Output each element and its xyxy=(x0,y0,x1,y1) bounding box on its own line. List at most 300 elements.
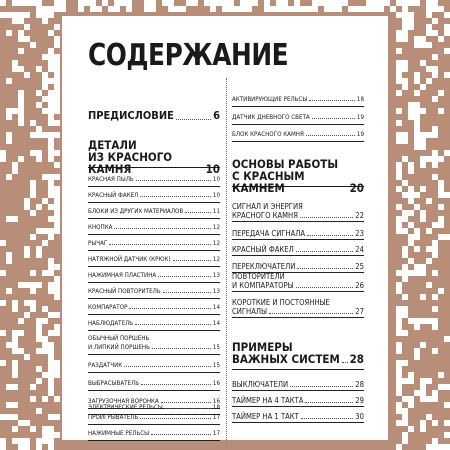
border-pixel xyxy=(396,444,402,450)
border-pixel xyxy=(42,426,48,432)
toc-entry[interactable] xyxy=(88,362,220,369)
toc-entry[interactable] xyxy=(88,304,220,311)
section-heading-line2: ВАЖНЫХ СИСТЕМ xyxy=(232,352,340,366)
border-pixel xyxy=(414,42,420,48)
border-pixel xyxy=(402,36,408,42)
toc-entry-page: 22 xyxy=(355,211,364,220)
entry-separator xyxy=(232,141,364,142)
border-pixel xyxy=(396,222,402,228)
border-pixel xyxy=(444,192,450,198)
border-pixel xyxy=(420,132,426,138)
border-pixel xyxy=(24,204,30,210)
border-pixel xyxy=(396,342,402,348)
toc-entry[interactable] xyxy=(232,396,364,405)
entry-separator xyxy=(88,330,220,331)
border-pixel xyxy=(396,60,402,66)
border-pixel xyxy=(414,108,420,114)
border-pixel xyxy=(396,174,402,180)
toc-entry-page: 11 xyxy=(212,208,220,215)
section-heading-page: 20 xyxy=(349,181,364,195)
border-pixel xyxy=(48,234,54,240)
border-pixel xyxy=(54,150,60,156)
border-pixel xyxy=(396,12,402,18)
border-pixel xyxy=(402,246,408,252)
border-pixel xyxy=(18,36,24,42)
toc-entry-page: 25 xyxy=(355,262,364,271)
toc-entry-label: КРАСНЫЙ ПОВТОРИТЕЛЬ xyxy=(88,288,161,295)
toc-entry-page: 13 xyxy=(212,272,220,279)
border-pixel xyxy=(54,330,60,336)
border-pixel xyxy=(54,204,60,210)
toc-entry-label-line1: КОРОТКИЕ И ПОСТОЯННЫЕ xyxy=(232,298,330,307)
border-pixel xyxy=(414,246,420,252)
border-pixel xyxy=(444,444,450,450)
border-pixel xyxy=(42,198,48,204)
border-pixel xyxy=(354,6,360,12)
entry-separator xyxy=(88,298,220,299)
toc-entry[interactable] xyxy=(88,208,220,215)
border-pixel xyxy=(54,72,60,78)
border-pixel xyxy=(438,192,444,198)
border-pixel xyxy=(30,210,36,216)
border-pixel xyxy=(432,54,438,60)
border-pixel xyxy=(426,0,432,6)
border-pixel xyxy=(432,162,438,168)
border-pixel xyxy=(54,36,60,42)
border-pixel xyxy=(54,360,60,366)
border-pixel xyxy=(18,348,24,354)
border-pixel xyxy=(420,390,426,396)
border-pixel xyxy=(336,0,342,6)
border-pixel xyxy=(414,36,420,42)
border-pixel xyxy=(0,156,6,162)
toc-entry-page: 15 xyxy=(212,362,220,369)
border-pixel xyxy=(402,420,408,426)
border-pixel xyxy=(126,6,132,12)
border-pixel xyxy=(48,348,54,354)
border-pixel xyxy=(6,342,12,348)
border-pixel xyxy=(402,330,408,336)
border-pixel xyxy=(168,6,174,12)
toc-entry[interactable] xyxy=(232,114,364,121)
border-pixel xyxy=(42,78,48,84)
border-pixel xyxy=(54,0,60,6)
border-pixel xyxy=(42,12,48,18)
border-pixel xyxy=(54,132,60,138)
toc-entry[interactable] xyxy=(232,412,364,421)
border-pixel xyxy=(402,18,408,24)
border-pixel xyxy=(6,402,12,408)
border-pixel xyxy=(24,312,30,318)
border-pixel xyxy=(408,198,414,204)
entry-separator xyxy=(232,390,364,391)
border-pixel xyxy=(42,54,48,60)
border-pixel xyxy=(414,138,420,144)
border-pixel xyxy=(426,414,432,420)
section-heading-examples[interactable] xyxy=(232,341,364,367)
border-pixel xyxy=(372,6,378,12)
border-pixel xyxy=(0,414,6,420)
border-pixel xyxy=(48,120,54,126)
toc-entry-label: БЛОК КРАСНОГО КАМНЯ xyxy=(232,131,304,138)
border-pixel xyxy=(264,0,270,6)
border-pixel xyxy=(102,0,108,6)
border-pixel xyxy=(432,324,438,330)
border-pixel xyxy=(36,408,42,414)
border-pixel xyxy=(54,78,60,84)
border-pixel xyxy=(426,396,432,402)
border-pixel xyxy=(438,222,444,228)
border-pixel xyxy=(396,324,402,330)
border-pixel xyxy=(24,24,30,30)
toc-entry-label: ТАЙМЕР НА 1 ТАКТ xyxy=(232,412,299,421)
border-pixel xyxy=(444,432,450,438)
border-pixel xyxy=(30,42,36,48)
toc-entry-label: ПЕРЕДАЧА СИГНАЛА xyxy=(232,229,306,238)
border-pixel xyxy=(48,60,54,66)
toc-entry[interactable] xyxy=(232,229,364,238)
border-pixel xyxy=(432,294,438,300)
border-pixel xyxy=(426,246,432,252)
border-pixel xyxy=(12,342,18,348)
border-pixel xyxy=(48,384,54,390)
toc-entry-label: КРАСНОГО КАМНЯ xyxy=(232,211,298,220)
toc-entry[interactable] xyxy=(88,404,220,411)
border-pixel xyxy=(420,318,426,324)
border-pixel xyxy=(426,66,432,72)
border-pixel xyxy=(444,234,450,240)
section-heading-line1: ОСНОВЫ РАБОТЫ xyxy=(232,157,339,171)
border-pixel xyxy=(36,66,42,72)
border-pixel xyxy=(48,66,54,72)
section-heading-basics[interactable] xyxy=(232,157,364,195)
border-pixel xyxy=(414,78,420,84)
border-pixel xyxy=(396,78,402,84)
toc-entry-label: НАТЯЖНОЙ ДАТЧИК (КРЮК) xyxy=(88,256,171,263)
border-pixel xyxy=(444,402,450,408)
border-pixel xyxy=(402,252,408,258)
border-pixel xyxy=(408,240,414,246)
toc-entry-page: 24 xyxy=(355,245,364,254)
border-pixel xyxy=(396,378,402,384)
toc-entry-label-line1: ПОВТОРИТЕЛИ xyxy=(232,272,285,281)
border-pixel xyxy=(12,162,18,168)
toc-entry[interactable] xyxy=(232,281,364,290)
border-pixel xyxy=(282,0,288,6)
border-pixel xyxy=(12,306,18,312)
entry-separator xyxy=(88,250,220,251)
toc-entry-preface[interactable] xyxy=(88,109,220,122)
toc-entry-label: КРАСНЫЙ ФАКЕЛ xyxy=(232,245,294,254)
leader-dots xyxy=(165,408,211,409)
border-pixel xyxy=(54,432,60,438)
border-pixel xyxy=(396,330,402,336)
border-pixel xyxy=(438,216,444,222)
border-pixel xyxy=(48,426,54,432)
border-pixel xyxy=(54,102,60,108)
border-pixel xyxy=(48,132,54,138)
border-pixel xyxy=(444,24,450,30)
border-pixel xyxy=(264,6,270,12)
border-pixel xyxy=(324,0,330,6)
border-pixel xyxy=(48,102,54,108)
toc-entry[interactable] xyxy=(232,380,364,389)
border-pixel xyxy=(438,186,444,192)
border-pixel xyxy=(402,66,408,72)
border-pixel xyxy=(60,0,66,6)
border-pixel xyxy=(192,0,198,6)
border-pixel xyxy=(408,258,414,264)
border-pixel xyxy=(18,114,24,120)
entry-separator xyxy=(232,406,364,407)
border-pixel xyxy=(348,6,354,12)
leader-dots xyxy=(290,386,353,387)
border-pixel xyxy=(42,174,48,180)
border-pixel xyxy=(12,18,18,24)
border-pixel xyxy=(402,138,408,144)
border-pixel xyxy=(396,162,402,168)
border-pixel xyxy=(432,96,438,102)
toc-entry[interactable] xyxy=(88,256,220,263)
border-pixel xyxy=(48,96,54,102)
border-pixel xyxy=(432,150,438,156)
border-pixel xyxy=(438,444,444,450)
border-pixel xyxy=(204,0,210,6)
border-pixel xyxy=(216,0,222,6)
border-pixel xyxy=(414,144,420,150)
border-pixel xyxy=(42,396,48,402)
toc-entry[interactable] xyxy=(88,414,220,421)
border-pixel xyxy=(402,294,408,300)
border-pixel xyxy=(144,6,150,12)
border-pixel xyxy=(408,222,414,228)
toc-entry[interactable] xyxy=(232,307,364,316)
entry-separator xyxy=(88,414,220,415)
border-pixel xyxy=(36,366,42,372)
section-heading-page: 28 xyxy=(349,352,364,366)
section-underline xyxy=(88,167,220,168)
border-pixel xyxy=(12,402,18,408)
toc-entry-page: 26 xyxy=(355,281,364,290)
border-pixel xyxy=(432,174,438,180)
border-pixel xyxy=(426,12,432,18)
border-pixel xyxy=(396,30,402,36)
border-pixel xyxy=(42,96,48,102)
border-pixel xyxy=(48,432,54,438)
border-pixel xyxy=(396,306,402,312)
border-pixel xyxy=(114,0,120,6)
border-pixel xyxy=(402,360,408,366)
border-pixel xyxy=(48,78,54,84)
border-pixel xyxy=(402,132,408,138)
leader-dots xyxy=(163,292,211,293)
entry-separator xyxy=(232,317,364,318)
entry-separator xyxy=(232,291,364,292)
section-heading-details[interactable] xyxy=(88,138,220,176)
border-pixel xyxy=(54,6,60,12)
border-pixel xyxy=(396,312,402,318)
border-pixel xyxy=(408,162,414,168)
border-pixel xyxy=(414,192,420,198)
border-pixel xyxy=(120,0,126,6)
entry-separator xyxy=(232,239,364,240)
border-pixel xyxy=(402,156,408,162)
entry-separator xyxy=(232,124,364,125)
border-pixel xyxy=(408,108,414,114)
border-pixel xyxy=(426,42,432,48)
border-pixel xyxy=(414,234,420,240)
leader-dots xyxy=(161,402,211,403)
border-pixel xyxy=(402,0,408,6)
toc-entry[interactable] xyxy=(88,430,220,437)
border-pixel xyxy=(6,174,12,180)
border-pixel xyxy=(234,6,240,12)
toc-entry[interactable] xyxy=(88,272,220,279)
border-pixel xyxy=(6,384,12,390)
border-pixel xyxy=(396,372,402,378)
border-pixel xyxy=(54,174,60,180)
border-pixel xyxy=(420,36,426,42)
border-pixel xyxy=(114,6,120,12)
toc-entry-label: НАЖИМНАЯ ПЛАСТИНА xyxy=(88,272,157,279)
border-pixel xyxy=(228,0,234,6)
toc-entry-page: 30 xyxy=(355,412,364,421)
border-pixel xyxy=(12,108,18,114)
border-pixel xyxy=(48,264,54,270)
border-pixel xyxy=(408,234,414,240)
toc-entry[interactable] xyxy=(232,262,364,271)
toc-entry[interactable] xyxy=(88,224,220,231)
border-pixel xyxy=(108,6,114,12)
border-pixel xyxy=(408,12,414,18)
leader-dots xyxy=(158,276,211,277)
border-pixel xyxy=(54,96,60,102)
border-pixel xyxy=(54,366,60,372)
border-pixel xyxy=(438,204,444,210)
toc-entry[interactable] xyxy=(88,344,220,351)
entry-separator xyxy=(88,218,220,219)
column-divider xyxy=(226,78,227,444)
border-pixel xyxy=(48,6,54,12)
border-pixel xyxy=(252,0,258,6)
border-pixel xyxy=(48,144,54,150)
border-pixel xyxy=(444,336,450,342)
border-pixel xyxy=(240,6,246,12)
border-pixel xyxy=(18,120,24,126)
border-pixel xyxy=(48,312,54,318)
border-pixel xyxy=(54,90,60,96)
border-pixel xyxy=(432,306,438,312)
border-pixel xyxy=(42,270,48,276)
border-pixel xyxy=(48,108,54,114)
border-pixel xyxy=(48,282,54,288)
border-pixel xyxy=(36,150,42,156)
border-pixel xyxy=(36,0,42,6)
border-pixel xyxy=(408,114,414,120)
border-pixel xyxy=(402,378,408,384)
border-pixel xyxy=(408,24,414,30)
border-pixel xyxy=(402,432,408,438)
toc-entry[interactable] xyxy=(232,211,364,220)
leader-dots xyxy=(309,100,355,101)
leader-dots xyxy=(152,348,211,349)
border-pixel xyxy=(48,366,54,372)
leader-dots xyxy=(296,287,354,288)
border-pixel xyxy=(402,210,408,216)
border-pixel xyxy=(402,30,408,36)
border-pixel xyxy=(6,138,12,144)
border-pixel xyxy=(36,156,42,162)
border-pixel xyxy=(282,6,288,12)
toc-entry[interactable] xyxy=(232,96,364,103)
border-pixel xyxy=(420,186,426,192)
border-pixel xyxy=(0,360,6,366)
border-pixel xyxy=(408,318,414,324)
border-pixel xyxy=(432,18,438,24)
toc-entry[interactable] xyxy=(88,176,220,183)
leader-dots xyxy=(109,244,211,245)
border-pixel xyxy=(0,300,6,306)
leader-dots xyxy=(114,228,210,229)
border-pixel xyxy=(90,6,96,12)
border-pixel xyxy=(402,180,408,186)
toc-entry-page: 14 xyxy=(212,304,220,311)
border-pixel xyxy=(54,60,60,66)
toc-entry[interactable] xyxy=(88,380,220,387)
toc-entry-label: ВЫКЛЮЧАТЕЛИ xyxy=(232,380,289,389)
border-pixel xyxy=(144,0,150,6)
border-pixel xyxy=(36,330,42,336)
border-pixel xyxy=(330,6,336,12)
border-pixel xyxy=(6,30,12,36)
border-pixel xyxy=(168,0,174,6)
border-pixel xyxy=(396,204,402,210)
border-pixel xyxy=(396,72,402,78)
border-pixel xyxy=(444,48,450,54)
toc-entry[interactable] xyxy=(88,320,220,327)
leader-dots xyxy=(173,260,211,261)
border-pixel xyxy=(426,378,432,384)
border-pixel xyxy=(24,438,30,444)
entry-separator xyxy=(88,314,220,315)
border-pixel xyxy=(36,6,42,12)
border-pixel xyxy=(24,300,30,306)
toc-entry[interactable] xyxy=(88,192,220,199)
border-pixel xyxy=(432,6,438,12)
toc-entry[interactable] xyxy=(88,240,220,247)
border-pixel xyxy=(48,138,54,144)
toc-entry-label: ПЕРЕКЛЮЧАТЕЛИ xyxy=(232,262,296,271)
border-pixel xyxy=(396,36,402,42)
toc-entry[interactable] xyxy=(232,245,364,254)
entry-separator xyxy=(232,255,364,256)
border-pixel xyxy=(12,216,18,222)
leader-dots xyxy=(297,268,353,269)
toc-entry-page: 10 xyxy=(212,176,220,183)
border-pixel xyxy=(432,240,438,246)
border-pixel xyxy=(18,330,24,336)
border-pixel xyxy=(438,180,444,186)
toc-entry[interactable] xyxy=(232,131,364,138)
border-pixel xyxy=(330,0,336,6)
border-pixel xyxy=(432,156,438,162)
border-pixel xyxy=(408,378,414,384)
border-pixel xyxy=(30,192,36,198)
border-pixel xyxy=(48,270,54,276)
border-pixel xyxy=(432,252,438,258)
leader-dots xyxy=(307,235,353,236)
toc-entry[interactable] xyxy=(88,288,220,295)
